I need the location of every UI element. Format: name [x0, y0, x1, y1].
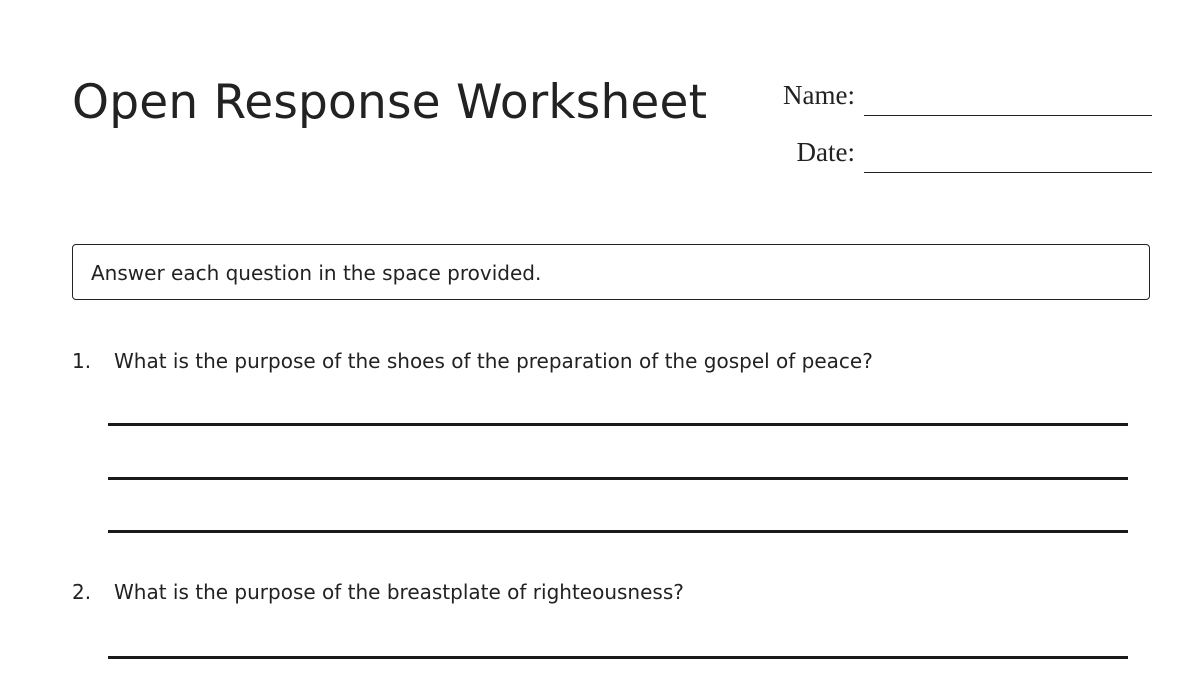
question-text: What is the purpose of the breastplate of righteousness? — [114, 580, 684, 604]
page-title: Open Response Worksheet — [72, 75, 708, 130]
answer-line[interactable] — [108, 477, 1128, 480]
answer-line[interactable] — [108, 656, 1128, 659]
instructions-box — [72, 244, 1150, 300]
name-label: Name: — [783, 80, 855, 110]
date-label: Date: — [796, 137, 855, 167]
question-number: 1. — [72, 349, 92, 373]
date-blank-line[interactable] — [864, 172, 1152, 173]
name-blank-line[interactable] — [864, 115, 1152, 116]
instructions-text: Answer each question in the space provided. — [91, 261, 542, 285]
date-field — [740, 135, 1152, 175]
answer-line[interactable] — [108, 423, 1128, 426]
question-number: 2. — [72, 580, 92, 604]
answer-line[interactable] — [108, 530, 1128, 533]
name-field — [740, 78, 1152, 118]
question-text: What is the purpose of the shoes of the preparation of the gospel of peace? — [114, 349, 873, 373]
